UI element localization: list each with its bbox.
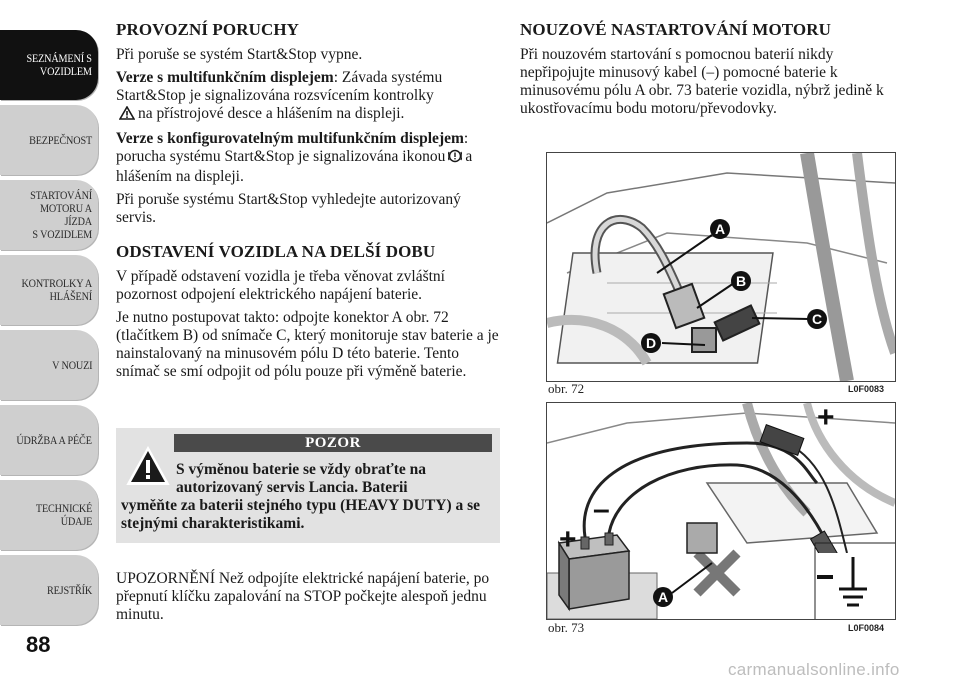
callout-label-d: D [645,335,657,351]
jump-start-heading: NOUZOVÉ NASTARTOVÁNÍ MOTORU [520,20,831,39]
chapter-tab-label: ÚDRŽBA A PÉČE [16,432,92,447]
chapter-tab-intro[interactable] [0,30,98,100]
faults-paragraph-4: Při poruše systému Start&Stop vyhledejte autorizovaný servis. [116,191,461,226]
callout-label-a: A [657,589,669,605]
figure-73-code: L0F0084 [848,623,885,633]
faults-paragraph-3 [116,130,500,186]
callout-label [710,219,730,239]
faults-paragraph-2 [116,69,500,125]
chapter-tab-technical[interactable] [0,480,98,550]
left-column [116,20,500,386]
faults-text: : Závada systému Start&Stop je signalizována rozsvícením kontrolky [116,69,443,104]
faults-text: a hlášením na displeji. [116,148,473,185]
figure-73-image [546,402,896,620]
chapter-tab-emergency[interactable] [0,330,98,400]
warning-text-2: vyměňte za baterii stejného typu (HEAVY DUTY) a se stejnými charakteristikami. [121,497,481,532]
plus-sign: + [817,403,835,434]
figure-72-image [546,152,896,382]
note-paragraph [116,570,500,624]
chapter-tab-label: BEZPEČNOST [29,132,92,147]
chapter-tab-label: V NOUZI [51,357,92,372]
warning-triangle-icon [126,446,170,491]
plus-sign: + [559,523,577,556]
note-text: Než odpojíte elektrické napájení baterie, po přepnutí klíčku zapalování na STOP počkejte alespoň jednu minutu. [116,570,490,623]
minus-sign: – [593,493,610,526]
faults-text: : porucha systému Start&Stop je signalizována ikonou [116,130,469,165]
chapter-tab-maintenance[interactable] [0,405,98,475]
callout-label-c: C [811,311,823,327]
chapter-tab-safety[interactable] [0,105,98,175]
chapter-tab-warnings[interactable] [0,255,98,325]
chapter-sidebar [0,0,100,686]
page-number: 88 [26,632,51,657]
parking-heading: ODSTAVENÍ VOZIDLA NA DELŠÍ DOBU [116,242,436,261]
start-stop-fault-icon [448,149,462,168]
faults-heading: PROVOZNÍ PORUCHY [116,20,300,39]
chapter-tab-label: STARTOVÁNÍ MOTORU A JÍZDA S VOZIDLEM [30,188,92,241]
warning-triangle-icon [119,106,135,125]
chapter-tab-starting[interactable] [0,180,98,250]
figure-73-caption: obr. 73 [548,620,585,635]
warning-box [116,428,500,543]
callout-label-b: B [735,273,747,289]
faults-version-label: Verze s konfigurovatelným multifunkčním displejem [116,130,464,147]
figure-72-caption: obr. 72 [548,381,585,396]
parking-paragraph-2: Je nutno postupovat takto: odpojte konektor A obr. 72 (tlačítkem B) od snímače C, který monitoruje stav baterie a je nainstalovaný na minusovém pólu D této baterie. Tento snímač se smí odpojit od pólu pouze při výměně baterie. [116,309,499,380]
chapter-tab-label: REJSTŘÍK [46,582,92,597]
warning-text-1: S výměnou baterie se vždy obraťte na autorizovaný servis Lancia. Baterii [176,461,427,496]
faults-text: na přístrojové desce a hlášením na displeji. [138,105,405,122]
chapter-tab-index[interactable] [0,555,98,625]
note-label: UPOZORNĚNÍ [116,570,216,587]
warning-title: POZOR [174,434,492,452]
parking-paragraph-1: V případě odstavení vozidla je třeba věnovat zvláštní pozornost odpojení elektrického napájení baterie. [116,268,445,303]
faults-version-label: Verze s multifunkčním displejem [116,69,334,86]
watermark: carmanualsonline.info [728,660,900,679]
faults-paragraph-1: Při poruše se systém Start&Stop vypne. [116,46,363,63]
right-column [520,20,900,123]
chapter-tab-label: KONTROLKY A HLÁŠENÍ [21,276,92,303]
chapter-tab-label: SEZNÁMENÍ S VOZIDLEM [26,51,92,78]
jump-start-paragraph: Při nouzovém startování s pomocnou baterií nikdy nepřipojujte minusový kabel (–) pomocné baterie k minusovému pólu A obr. 73 baterie vozidla, nýbrž jedině k ukostřovacímu bodu motoru/převodovky. [520,46,884,117]
callout-label-a: A [714,221,726,237]
chapter-tab-label: TECHNICKÉ ÚDAJE [35,501,92,528]
figure-72-code: L0F0083 [848,384,885,394]
